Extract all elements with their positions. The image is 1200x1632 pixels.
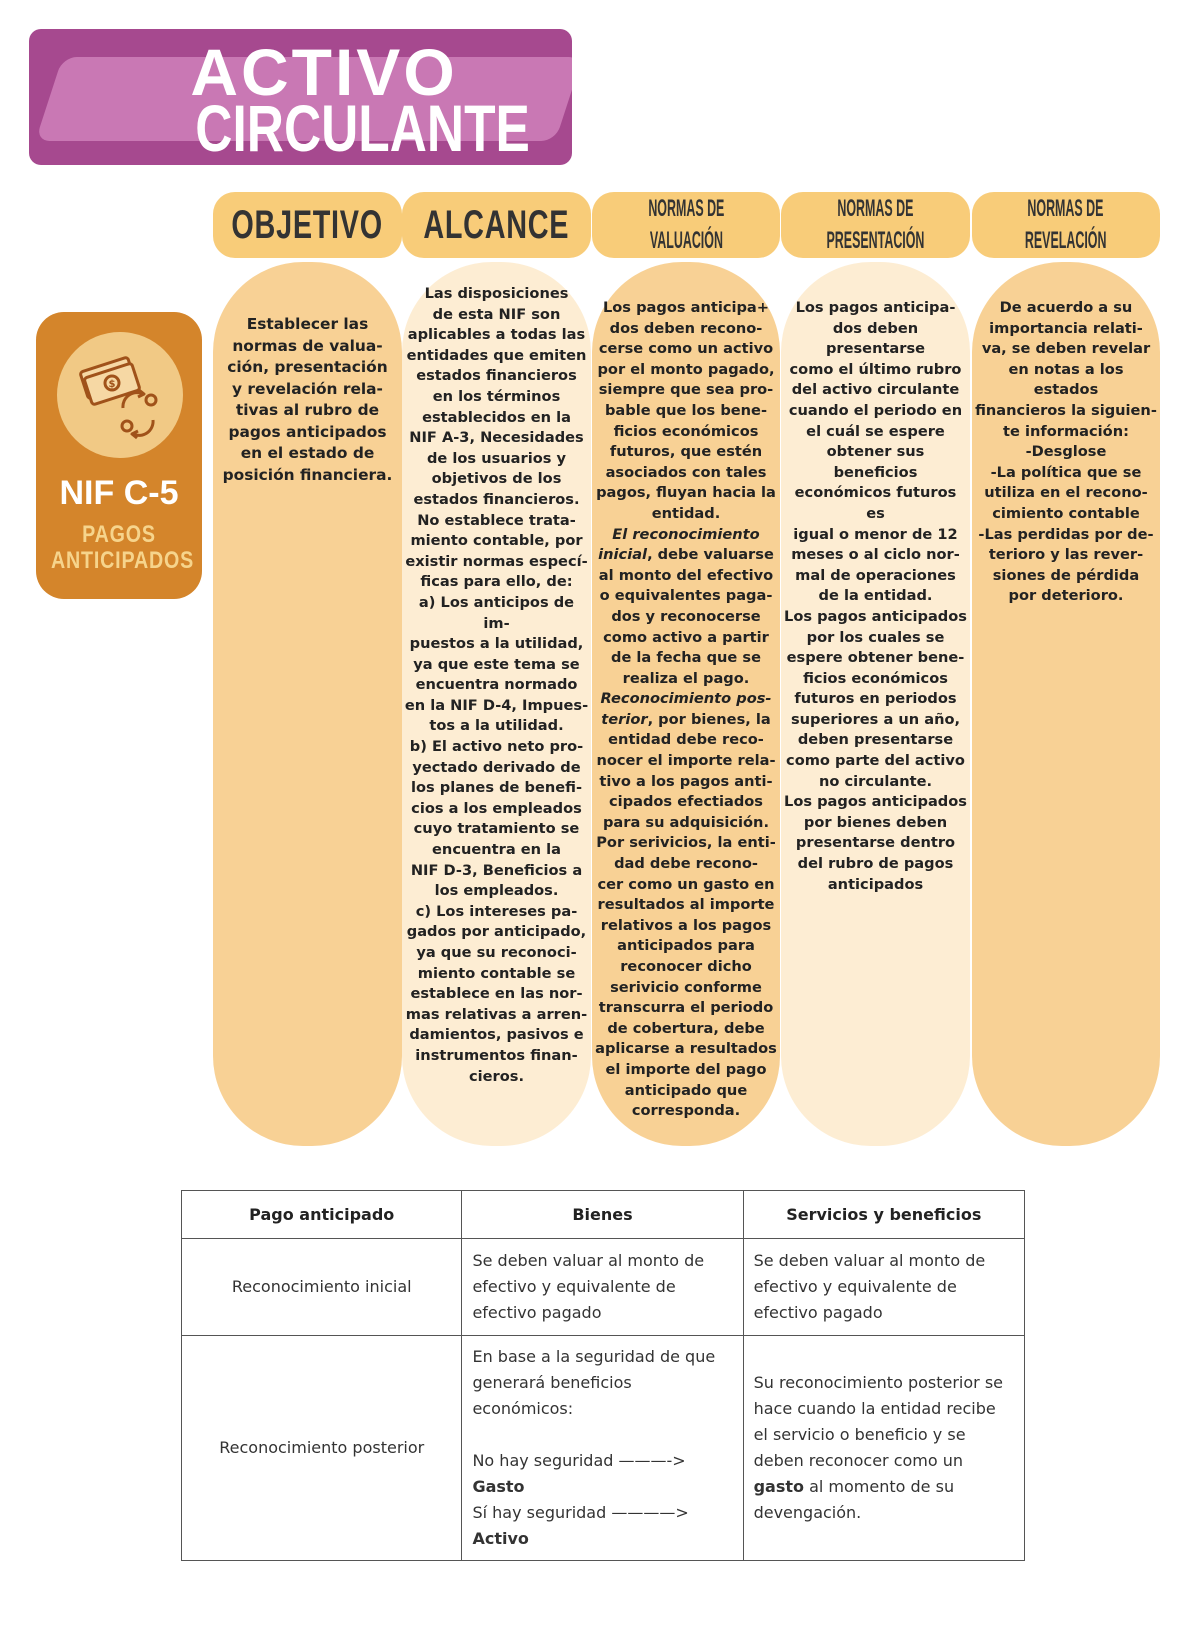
header-objetivo: OBJETIVO bbox=[213, 192, 402, 258]
header-presentacion: NORMAS DE PRESENTACIÓN bbox=[781, 192, 970, 258]
body-revelacion: De acuerdo a su importancia relati- va, se deben revelar en notas a los estados financieros la siguien- te información: -Desglose -La política que se utiliza en el recono- cimiento contable -Las perdidas por de- terioro y las rever- siones de pérdida por deterioro. bbox=[972, 262, 1160, 1146]
body-valuacion: Los pagos anticipa+ dos deben recono- cerse como un activo por el monto pagado, siempre que sea pro- bable que los bene- ficios económicos futuros, que estén asociados con tales pagos, fluyan hacia la entidad. El reconocimiento inicial, debe valuarse al monto del efectivo o equivalentes paga- dos y reconocerse como activo a partir de la fecha que se realiza el pago. Reconocimiento pos- terior, por bienes, la entidad debe reco- nocer el importe rela- tivo a los pagos anti- cipados efectiados para su adquisición. Por serivicios, la enti- dad debe recono- cer como un gasto en resultados al importe relativos a los pagos anticipados para reconocer dicho serivicio conforme transcurra el periodo de cobertura, debe aplicarse a resultados el importe del pago anticipado que corresponda. bbox=[592, 262, 780, 1146]
table-cell: Se deben valuar al monto de efectivo y equivalente de efectivo pagado bbox=[462, 1239, 743, 1336]
title-line2: CIRCULANTE bbox=[195, 91, 530, 165]
bienes-intro: En base a la seguridad de que generará beneficios económicos: bbox=[472, 1347, 716, 1418]
table-cell-label: Reconocimiento inicial bbox=[182, 1239, 462, 1336]
nif-icon-circle bbox=[57, 332, 183, 458]
nif-subtitle bbox=[36, 522, 202, 574]
activo-label: Activo bbox=[472, 1529, 529, 1548]
money-cycle-icon bbox=[75, 350, 165, 440]
summary-table bbox=[181, 1190, 1025, 1561]
header-revelacion: NORMAS DE REVELACIÓN bbox=[972, 192, 1160, 258]
table-cell: Su reconocimiento posterior se hace cuando la entidad recibe el servicio o beneficio y se deben reconocer como un gasto al momento de su devengación. bbox=[743, 1336, 1024, 1561]
body-objetivo: Establecer las normas de valua- ción, presentación y revelación rela- tivas al rubro de pagos anticipados en el estado de posición financiera. bbox=[213, 262, 402, 1146]
table-header-cell: Pago anticipado bbox=[182, 1191, 462, 1239]
table-header-cell: Servicios y beneficios bbox=[743, 1191, 1024, 1239]
svg-text:$: $ bbox=[108, 379, 116, 390]
header-valuacion: NORMAS DE VALUACIÓN bbox=[592, 192, 780, 258]
gasto-emphasis: gasto bbox=[753, 1477, 804, 1496]
nif-subtitle-line2: ANTICIPADOS bbox=[50, 547, 195, 574]
table-row bbox=[182, 1336, 1025, 1561]
nif-code: NIF C-5 bbox=[59, 474, 179, 512]
table-cell: Se deben valuar al monto de efectivo y equivalente de efectivo pagado bbox=[743, 1239, 1024, 1336]
nif-subtitle-line1: PAGOS bbox=[82, 521, 156, 548]
table-header-cell: Bienes bbox=[462, 1191, 743, 1239]
body-alcance: Las disposiciones de esta NIF son aplicables a todas las entidades que emiten estados financieros en los términos establecidos en la NIF A-3, Necesidades de los usuarios y objetivos de los estados financieros. No establece trata- miento contable, por existir normas especí- ficas para ello, de: a) Los anticipos de im- puestos a la utilidad, ya que este tema se encuentra normado en la NIF D-4, Impues- tos a la utilidad. b) El activo neto pro- yectado derivado de los planes de benefi- cios a los empleados cuyo tratamiento se encuentra en la NIF D-3, Beneficios a los empleados. c) Los intereses pa- gados por anticipado, ya que su reconoci- miento contable se establece en las nor- mas relativas a arren- damientos, pasivos e instrumentos finan- cieros. bbox=[402, 262, 591, 1146]
table-cell bbox=[462, 1336, 743, 1561]
body-presentacion: Los pagos anticipa- dos deben presentarse como el último rubro del activo circulante cuando el periodo en el cuál se espere obtener sus beneficios económicos futuros es igual o menor de 12 meses o al ciclo nor- mal de operaciones de la entidad. Los pagos anticipados por los cuales se espere obtener bene- ficios económicos futuros en periodos superiores a un año, deben presentarse como parte del activo no circulante. Los pagos anticipados por bienes deben presentarse dentro del rubro de pagos anticipados bbox=[781, 262, 970, 1146]
title-line1: ACTIVO bbox=[190, 35, 458, 109]
gasto-label: Gasto bbox=[472, 1477, 525, 1496]
nif-card bbox=[36, 312, 202, 599]
table-header-row bbox=[182, 1191, 1025, 1239]
title-banner bbox=[29, 29, 572, 165]
si-seguridad: Sí hay seguridad ————> bbox=[472, 1503, 689, 1522]
no-seguridad: No hay seguridad ———-> bbox=[472, 1451, 686, 1470]
table-row bbox=[182, 1239, 1025, 1336]
header-alcance: ALCANCE bbox=[402, 192, 591, 258]
table-cell-label: Reconocimiento posterior bbox=[182, 1336, 462, 1561]
